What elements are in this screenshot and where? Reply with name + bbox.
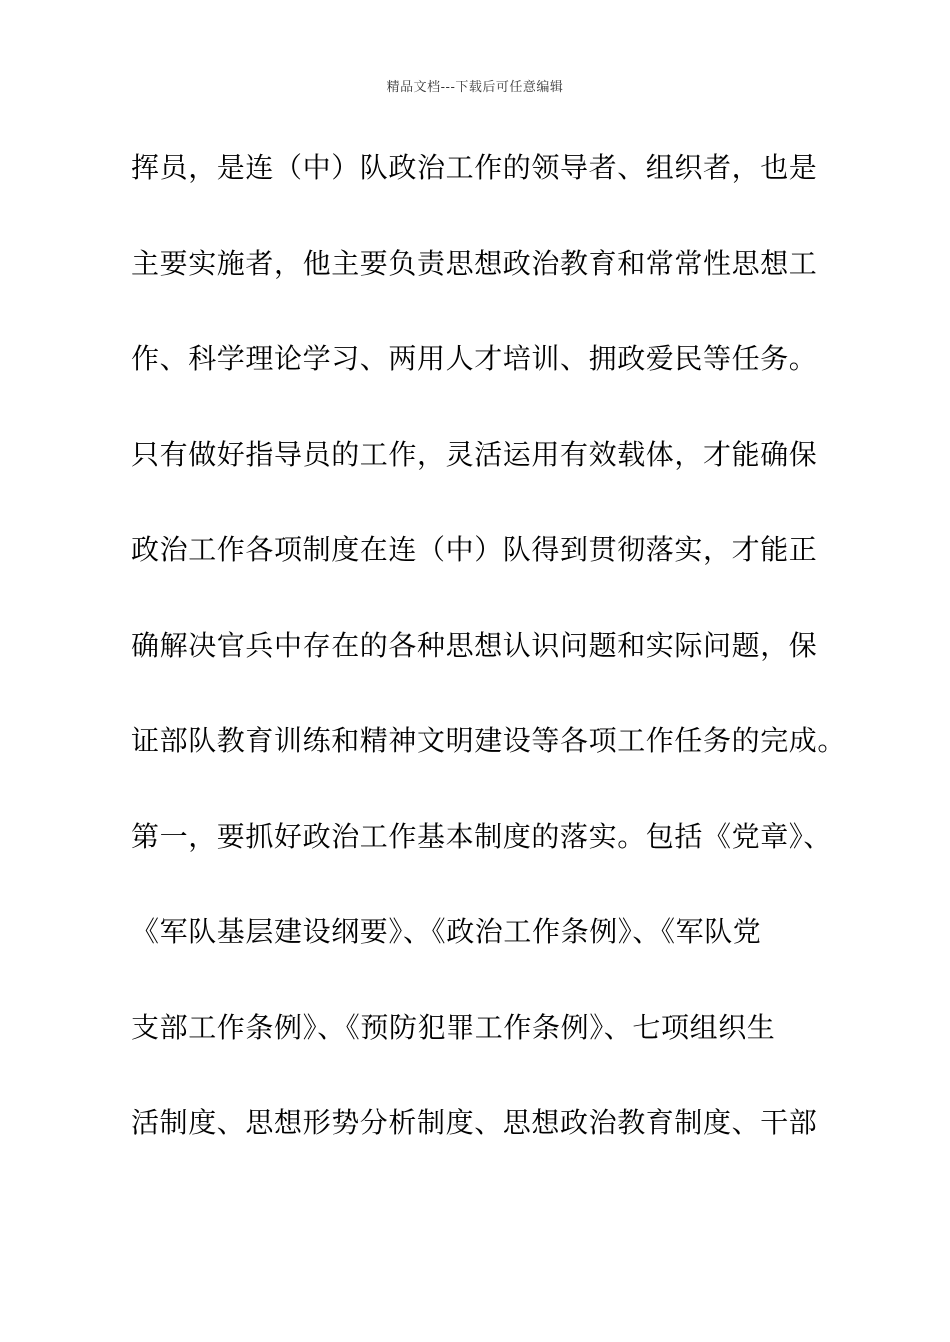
text-line: 主要实施者，他主要负责思想政治教育和常常性思想工: [131, 246, 818, 280]
text-line: 支部工作条例》、《预防犯罪工作条例》、七项组织生: [131, 1010, 776, 1044]
text-line: 证部队教育训练和精神文明建设等各项工作任务的完成。: [131, 724, 847, 757]
text-line: 确解决官兵中存在的各种思想认识问题和实际问题，保: [131, 628, 818, 662]
text-line: 活制度、思想形势分析制度、思想政治教育制度、干部: [131, 1106, 818, 1139]
text-line: 政治工作各项制度在连（中）队得到贯彻落实，才能正: [131, 533, 818, 566]
text-line: 作、科学理论学习、两用人才培训、拥政爱民等任务。: [131, 342, 818, 375]
text-line: 第一，要抓好政治工作基本制度的落实。包括《党章》、: [131, 819, 833, 853]
text-line: 挥员，是连（中）队政治工作的领导者、组织者，也是: [131, 151, 818, 184]
text-line: 《军队基层建设纲要》、《政治工作条例》、《军队党: [131, 915, 762, 948]
page-header: 精品文档---下载后可任意编辑: [386, 80, 564, 95]
text-line: 只有做好指导员的工作，灵活运用有效载体，才能确保: [131, 437, 818, 471]
document-body: [131, 140, 891, 1191]
